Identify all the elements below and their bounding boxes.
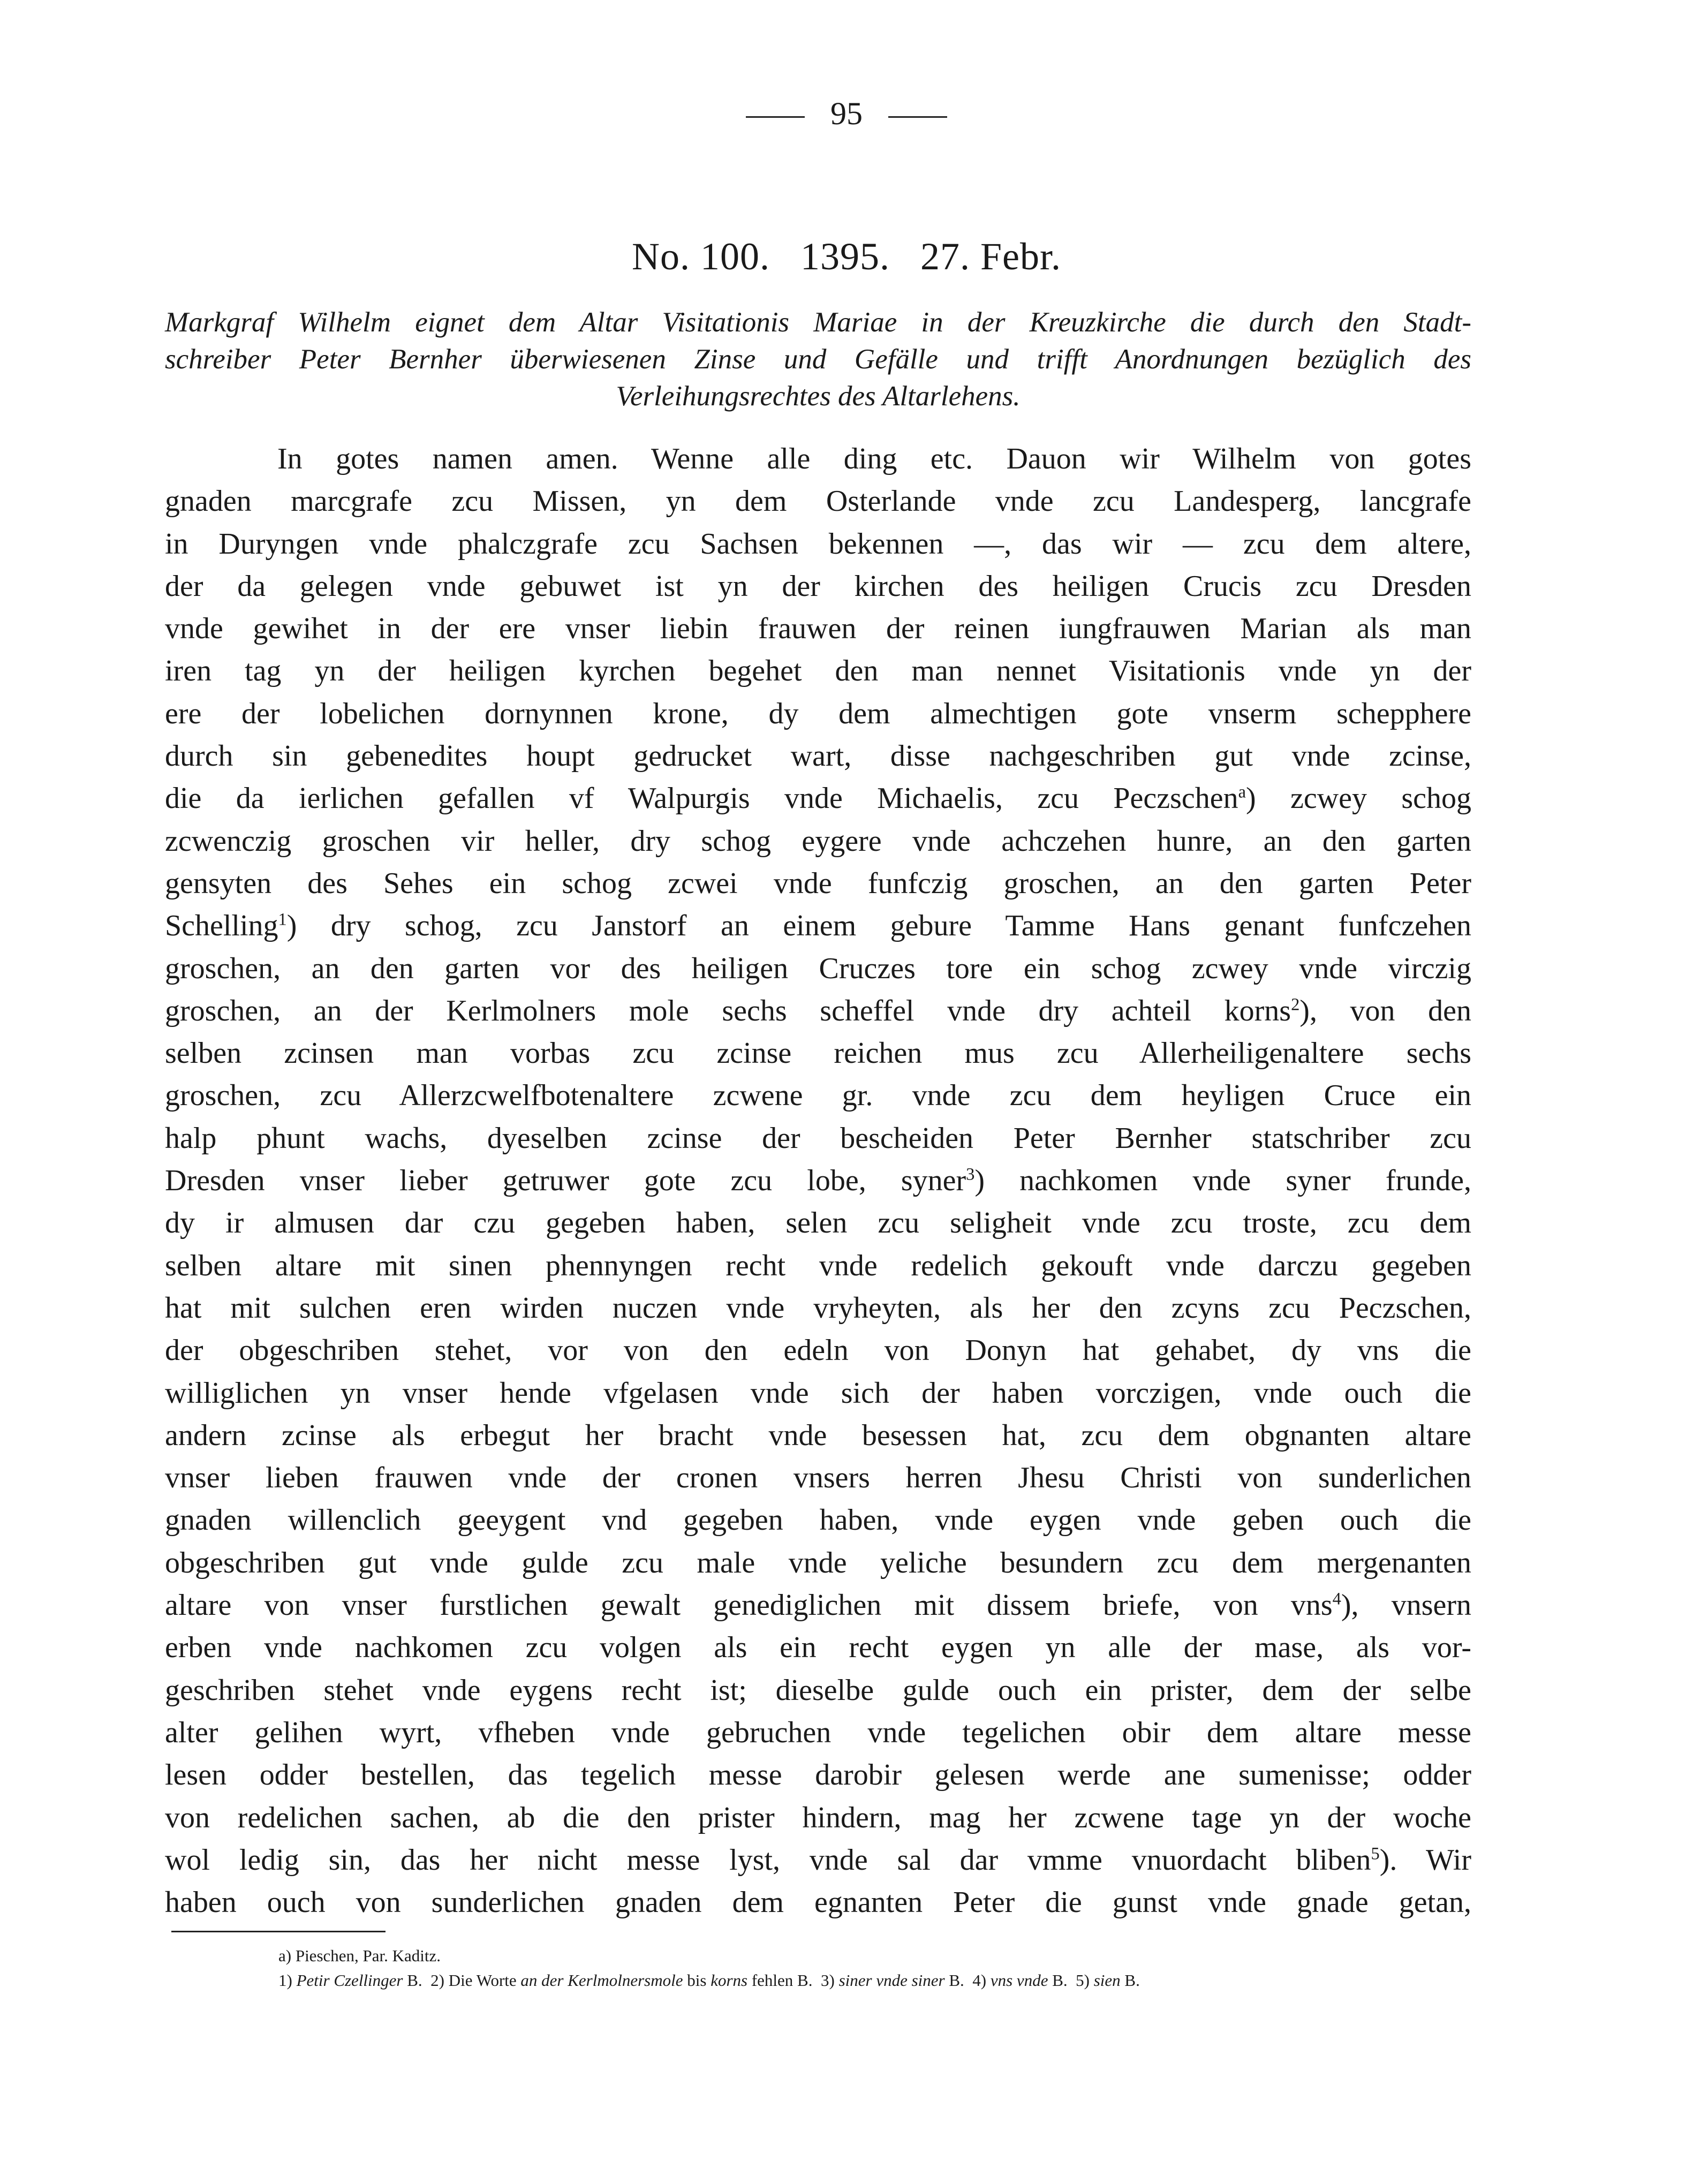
text-line: vnde gewihet in der ere vnser liebin frauwen der reinen iungfrauwen Marian als man — [165, 612, 1471, 646]
text-line: selben altare mit sinen phennyngen recht vnde redelich gekouft vnde darczu gegeben — [165, 1249, 1471, 1282]
text-segment: ), von den — [1299, 994, 1471, 1027]
text-line — [165, 1160, 1471, 1202]
footnote-label: 4) — [972, 1971, 987, 1990]
footnote-variant: korns — [711, 1971, 748, 1990]
text-segment: ). Wir — [1379, 1843, 1471, 1877]
document-number: No. 100. — [631, 235, 770, 278]
document-year: 1395. — [800, 235, 890, 278]
text-line — [165, 990, 1471, 1032]
text-line: zcwenczig groschen vir heller, dry schog eygere vnde achczehen hunre, an den garten — [165, 824, 1471, 858]
text-line: selben zcinsen man vorbas zcu zcinse reichen mus zcu Allerheiligenaltere sechs — [165, 1037, 1471, 1070]
document-heading — [0, 235, 1693, 279]
footnote-rule — [171, 1931, 386, 1932]
footnote-numbered — [278, 1968, 1456, 1993]
footnote-ref: 2 — [1291, 995, 1300, 1015]
footnote-text: fehlen B. — [751, 1971, 813, 1990]
summary-line: Markgraf Wilhelm eignet dem Altar Visitationis Mariae in der Kreuzkirche die durch den Stadt- — [165, 307, 1471, 338]
footnote-source: B. — [1124, 1971, 1140, 1990]
page-number — [0, 95, 1693, 132]
text-line: groschen, zcu Allerzcwelfbotenaltere zcwene gr. vnde zcu dem heyligen Cruce ein — [165, 1079, 1471, 1113]
text-segment: ) dry schog, zcu Janstorf an einem gebure Tamme Hans genant funfczehen — [286, 909, 1471, 943]
footnote-label: 5) — [1076, 1971, 1090, 1990]
text-line: dy ir almusen dar czu gegeben haben, selen zcu seligheit vnde zcu troste, zcu dem — [165, 1206, 1471, 1240]
footnote-variant: Petir Czellinger — [296, 1971, 403, 1990]
footnote-a: a) Pieschen, Par. Kaditz. — [278, 1946, 441, 1965]
footnote-label: 2) Die Worte — [430, 1971, 517, 1990]
footnote-source: B. — [407, 1971, 422, 1990]
text-line: gensyten des Sehes ein schog zcwei vnde funfczig groschen, an den garten Peter — [165, 866, 1471, 900]
footnote-ref: 3 — [966, 1165, 975, 1184]
text-line: groschen, an den garten vor des heiligen Cruczes tore ein schog zcwey vnde virczig — [165, 951, 1471, 985]
footnote-ref: a — [1238, 782, 1246, 802]
summary-line: Verleihungsrechtes des Altarlehens. — [616, 381, 1021, 412]
right-dash — [888, 116, 947, 118]
footnote-variant: an der Kerlmolnersmole — [520, 1971, 683, 1990]
text-line: gnaden marcgrafe zcu Missen, yn dem Osterlande vnde zcu Landesperg, lancgrafe — [165, 485, 1471, 518]
text-line: der da gelegen vnde gebuwet ist yn der kirchen des heiligen Crucis zcu Dresden — [165, 569, 1471, 603]
text-line: alter gelihen wyrt, vfheben vnde gebruchen vnde tegelichen obir dem altare messe — [165, 1716, 1471, 1749]
text-line — [165, 1584, 1471, 1627]
footnote-ref: 5 — [1371, 1844, 1380, 1864]
charter-text — [165, 438, 1471, 1924]
text-line: andern zcinse als erbegut her bracht vnde besessen hat, zcu dem obgnanten altare — [165, 1418, 1471, 1452]
text-line: halp phunt wachs, dyeselben zcinse der bescheiden Peter Bernher statschriber zcu — [165, 1121, 1471, 1155]
text-segment: ), vnsern — [1341, 1589, 1471, 1622]
footnote-variant: siner vnde siner — [838, 1971, 945, 1990]
footnote-label: 3) — [820, 1971, 835, 1990]
regest-summary — [165, 304, 1471, 415]
left-dash — [746, 116, 805, 118]
text-segment: groschen, an der Kerlmolners mole sechs scheffel vnde dry achteil korns — [165, 994, 1291, 1027]
footnote-text: bis — [687, 1971, 707, 1990]
text-line — [165, 777, 1471, 820]
text-segment: die da ierlichen gefallen vf Walpurgis vnde Michaelis, zcu Peczschen — [165, 782, 1238, 815]
text-segment: ) nachkomen vnde syner frunde, — [974, 1164, 1472, 1198]
document-date: 27. Febr. — [920, 235, 1061, 278]
text-line: iren tag yn der heiligen kyrchen begehet den man nennet Visitationis vnde yn der — [165, 654, 1471, 688]
text-line: der obgeschriben stehet, vor von den edeln von Donyn hat gehabet, dy vns die — [165, 1334, 1471, 1367]
text-line: vnser lieben frauwen vnde der cronen vnsers herren Jhesu Christi von sunderlichen — [165, 1461, 1471, 1495]
text-line: lesen odder bestellen, das tegelich messe darobir gelesen werde ane sumenisse; odder — [165, 1758, 1471, 1792]
text-line: durch sin gebenedites houpt gedrucket wart, disse nachgeschriben gut vnde zcinse, — [165, 739, 1471, 773]
text-segment: wol ledig sin, das her nicht messe lyst, vnde sal dar vmme vnuordacht bliben — [165, 1843, 1371, 1877]
text-line: hat mit sulchen eren wirden nuczen vnde vryheyten, als her den zcyns zcu Peczschen, — [165, 1291, 1471, 1325]
footnote-ref: 4 — [1332, 1589, 1341, 1609]
footnotes — [278, 1944, 1456, 1993]
footnote-source: B. — [949, 1971, 964, 1990]
text-line: In gotes namen amen. Wenne alle ding etc. Dauon wir Wilhelm von gotes — [277, 442, 1471, 475]
text-segment: Dresden vnser lieber getruwer gote zcu lobe, syner — [165, 1164, 966, 1198]
footnote-ref: 1 — [278, 910, 287, 929]
text-line: erben vnde nachkomen zcu volgen als ein recht eygen yn alle der mase, als vor- — [165, 1631, 1471, 1665]
text-line: obgeschriben gut vnde gulde zcu male vnde yeliche besundern zcu dem mergenanten — [165, 1546, 1471, 1580]
text-line: gnaden willenclich geeygent vnd gegeben haben, vnde eygen vnde geben ouch die — [165, 1503, 1471, 1537]
text-line: in Duryngen vnde phalczgrafe zcu Sachsen bekennen —, das wir — zcu dem altere, — [165, 527, 1471, 561]
summary-line: schreiber Peter Bernher überwiesenen Zinse und Gefälle und trifft Anordnungen bezüglich des — [165, 344, 1471, 375]
text-line — [165, 905, 1471, 947]
text-line: haben ouch von sunderlichen gnaden dem egnanten Peter die gunst vnde gnade getan, — [165, 1886, 1471, 1919]
footnote-variant: vns vnde — [990, 1971, 1048, 1990]
footnote-variant: sien — [1093, 1971, 1121, 1990]
text-line: von redelichen sachen, ab die den prister hindern, mag her zcwene tage yn der woche — [165, 1801, 1471, 1834]
text-line: williglichen yn vnser hende vfgelasen vnde sich der haben vorczigen, vnde ouch die — [165, 1376, 1471, 1410]
footnote-label: 1) — [278, 1971, 292, 1990]
text-segment: altare von vnser furstlichen gewalt genediglichen mit dissem briefe, von vns — [165, 1589, 1333, 1622]
text-line: ere der lobelichen dornynnen krone, dy dem almechtigen gote vnserm schepphere — [165, 697, 1471, 730]
text-segment: Schelling — [165, 909, 278, 943]
text-line — [165, 1839, 1471, 1881]
text-segment: ) zcwey schog — [1246, 782, 1472, 815]
page-number-text: 95 — [830, 96, 863, 131]
text-line: geschriben stehet vnde eygens recht ist; dieselbe gulde ouch ein prister, dem der selbe — [165, 1673, 1471, 1707]
footnote-source: B. — [1052, 1971, 1068, 1990]
